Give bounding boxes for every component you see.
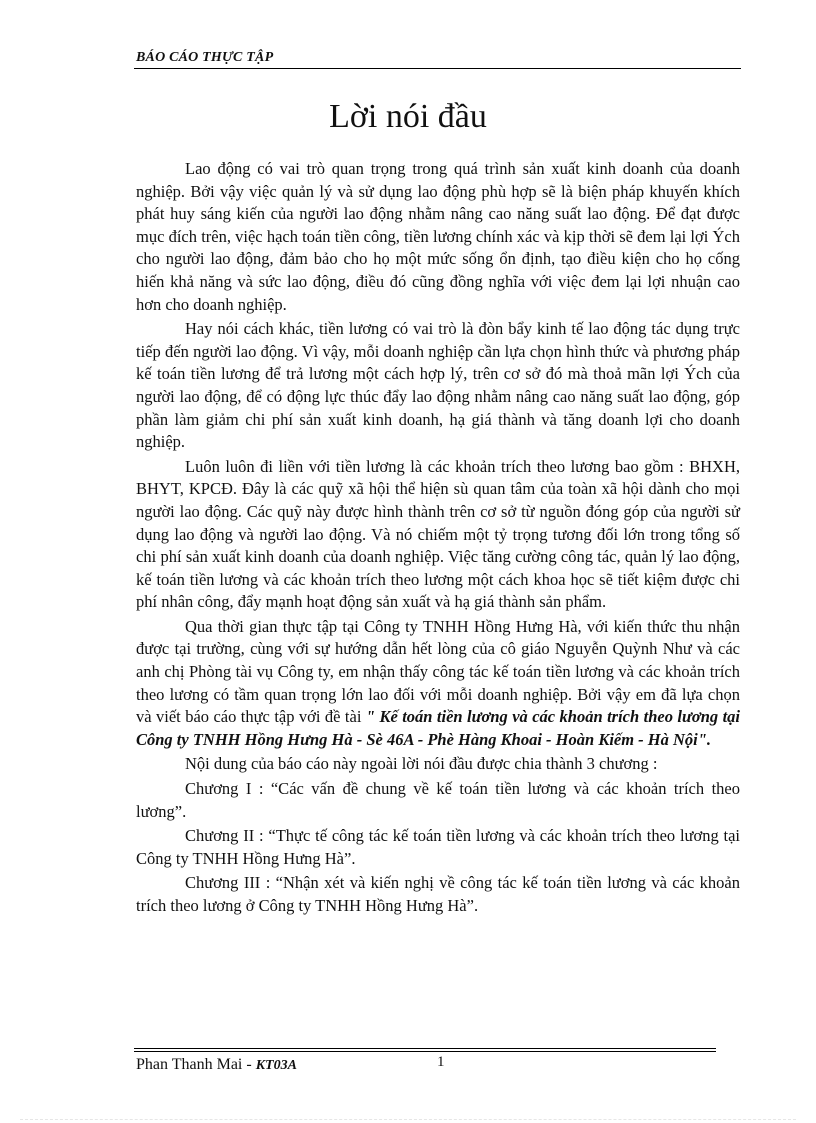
report-topic: " Kế toán tiền lương và các khoản trích theo lương tại Công ty TNHH Hồng Hưng Hà - Sè 46A - Phè Hàng Khoai - Hoàn Kiếm - Hà Nội". <box>136 707 740 749</box>
class-code: KT03A <box>255 1058 297 1073</box>
running-header: BÁO CÁO THỰC TẬP <box>136 50 274 65</box>
header-rule <box>134 68 741 69</box>
body-text <box>136 158 740 918</box>
chapter-2: Chương II : “Thực tế công tác kế toán tiền lương và các khoản trích theo lương tại Công ty TNHH Hồng Hưng Hà”. <box>136 826 740 868</box>
footer-author <box>136 1056 297 1074</box>
paragraph-2: Hay nói cách khác, tiền lương có vai trò là đòn bẩy kinh tế lao động tác dụng trực tiếp đến người lao động. Vì vậy, mỗi doanh nghiệp cần lựa chọn hình thức và phương pháp kế toán tiền lương để trả lương một cách hợp lý, trên cơ sở đó mà thoả mãn lợi Ých của người lao động, để có động lực thúc đẩy lao động nhằm nâng cao năng suất lao động, góp phần làm giảm chi phí sản xuất kinh doanh, hạ giá thành và tăng doanh lợi cho doanh nghiệp. <box>136 319 740 452</box>
paragraph-4 <box>136 616 740 752</box>
paragraph-3: Luôn luôn đi liền với tiền lương là các khoản trích theo lương bao gồm : BHXH, BHYT, KPCĐ. Đây là các quỹ xã hội thể hiện sù quan tâm của toàn xã hội dành cho mọi người lao động. Các quỹ này được hình thành trên cơ sở từ nguồn đóng góp của người sử dụng lao động và người lao động. Và nó chiếm một tỷ trọng tương đối lớn trong tổng số chi phí sản xuất kinh doanh của doanh nghiệp. Việc tăng cường công tác, quản lý lao động, kế toán tiền lương và các khoản trích theo lương một cách khoa học sẽ tiết kiệm được chi phí nhân công, đẩy mạnh hoạt động sản xuất và hạ giá thành sản phẩm. <box>136 456 740 612</box>
chapter-1: Chương I : “Các vấn đề chung về kế toán tiền lương và các khoản trích theo lương”. <box>136 779 740 821</box>
author-name: Phan Thanh Mai - <box>136 1056 256 1073</box>
footer-rule <box>134 1048 716 1049</box>
footer-rule-double <box>134 1051 716 1052</box>
page-number: 1 <box>437 1054 445 1070</box>
paragraph-4-text: Qua thời gian thực tập tại Công ty TNHH Hồng Hưng Hà, với kiến thức thu nhận được tại trường, cùng với sự hướng dẫn hết lòng của cô giáo Nguyễn Quỳnh Như và các anh chị Phòng tài vụ Công ty, em nhận thấy công tác kế toán tiền lương và các khoản trích theo lương có tầm quan trọng lớn lao đối với mỗi doanh nghiệp. Bởi vậy em đã lựa chọn và viết báo cáo thực tập với đề tài <box>136 616 740 727</box>
paragraph-1: Lao động có vai trò quan trọng trong quá trình sản xuất kinh doanh của doanh nghiệp. Bởi vậy việc quản lý và sử dụng lao động phù hợp sẽ là biện pháp khuyến khích phát huy sáng kiến của người lao động nhằm nâng cao năng suất lao động. Để đạt được mục đích trên, việc hạch toán tiền công, tiền lương chính xác và kịp thời sẽ đem lại lợi Ých cho người lao động, đảm bảo cho họ một mức sống ổn định, tạo điều kiện cho họ cống hiến khả năng và sức lao động, điều đó cũng đồng nghĩa với việc đem lại lợi nhuận cao hơn cho doanh nghiệp. <box>136 159 740 314</box>
chapter-3: Chương III : “Nhận xét và kiến nghị về công tác kế toán tiền lương và các khoản trích theo lương ở Công ty TNHH Hồng Hưng Hà”. <box>136 873 740 915</box>
outline-intro: Nội dung của báo cáo này ngoài lời nói đầu được chia thành 3 chương : <box>185 754 658 774</box>
page-title: Lời nói đầu <box>329 98 487 135</box>
page-edge-divider <box>20 1119 796 1120</box>
